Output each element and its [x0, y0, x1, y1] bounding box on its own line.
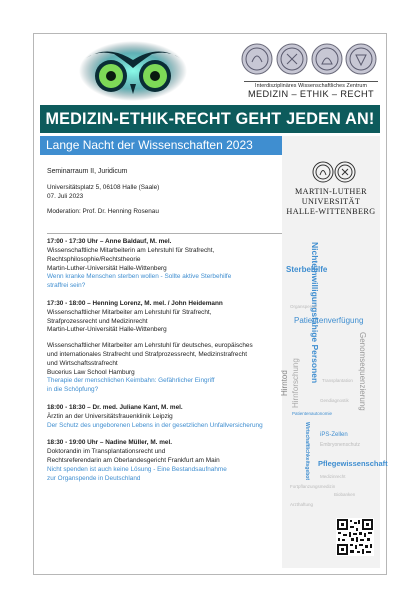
word-cloud-term: Embryonenschutz — [320, 442, 361, 448]
owl-logo-icon — [78, 40, 188, 102]
talk-4-line: Rechtsreferendarin am Oberlandesgericht Frankfurt am Main — [47, 456, 220, 464]
talk-1-topic: Wenn kranke Menschen sterben wollen - Sollte aktive Sterbehilfe — [47, 273, 232, 281]
word-cloud-term: Genomsequenzierung — [358, 332, 367, 411]
university-name — [282, 187, 380, 218]
word-cloud-term: Gendiagnostik — [320, 398, 349, 403]
university-line: UNIVERSITÄT — [301, 197, 361, 207]
main-banner: MEDIZIN-ETHIK-RECHT GEHT JEDEN AN! — [40, 105, 380, 133]
university-line: MARTIN-LUTHER — [294, 187, 368, 196]
word-cloud-term: Organspende — [290, 304, 318, 309]
venue-date: 07. Juli 2023 — [47, 192, 84, 200]
institute-name: MEDIZIN – ETHIK – RECHT — [247, 89, 375, 99]
talk-4-line: Doktorandin im Transplantationsrecht und — [47, 448, 166, 456]
talk-2-line: Wissenschaftlicher Mitarbeiter am Lehrstuhl für deutsches, europäisches — [47, 342, 253, 350]
talk-2-line: und internationales Strafrecht und Strafprozessrecht, Medizinstrafrecht — [47, 350, 247, 358]
word-cloud-term: Pflegewissenschaft — [318, 459, 388, 468]
talk-3-line: Ärztin an der Universitätsfrauenklinik Leipzig — [47, 412, 173, 420]
talk-1-line: Rechtsphilosophie/Rechtstheorie — [47, 255, 141, 263]
talk-2-topic: Therapie der menschlichen Keimbahn: Gefährlicher Eingriff — [47, 377, 215, 385]
talk-2-topic: in die Schöpfung? — [47, 386, 99, 394]
talk-2-line: und Wirtschaftsstrafrecht — [47, 359, 118, 367]
talk-1-line: Martin-Luther-Universität Halle-Wittenberg — [47, 264, 167, 272]
word-cloud-term: Sterbehilfe — [286, 265, 328, 274]
event-subtitle: Lange Nacht der Wissenschaften 2023 — [40, 136, 282, 155]
university-seal-icon — [311, 160, 357, 184]
word-cloud-term: Fortpflanzungsmedizin — [290, 484, 336, 489]
talk-1-header: 17:00 - 17:30 Uhr – Anne Baldauf, M. mel. — [47, 238, 172, 246]
venue-room: Seminarraum II, Juridicum — [47, 168, 128, 175]
talk-3-header: 18:00 - 18:30 – Dr. med. Juliane Kant, M. mel. — [47, 403, 183, 411]
talk-2-line: Martin-Luther-Universität Halle-Wittenberg — [47, 326, 167, 334]
venue-address: Universitätsplatz 5, 06108 Halle (Saale) — [47, 183, 160, 191]
talk-1-topic: straffrei sein? — [47, 282, 86, 290]
talk-3-topic: Der Schutz des ungeborenen Lebens in der gesetzlichen Unfallversicherung — [47, 421, 263, 429]
talk-2-header: 17:30 - 18:00 – Henning Lorenz, M. mel. / John Heidemann — [47, 299, 223, 307]
word-cloud-term: Nichteinwilligungsfähige Personen — [310, 242, 320, 384]
word-cloud — [280, 242, 388, 515]
program-content — [47, 168, 282, 483]
institute-line: Interdisziplinäres Wissenschaftliches Zentrum — [244, 81, 378, 89]
talk-4-topic: Nicht spenden ist auch keine Lösung - Eine Bestandsaufnahme — [47, 465, 227, 473]
word-cloud-term: Patientenverfügung — [294, 316, 364, 325]
talk-4-header: 18:30 - 19:00 Uhr – Nadine Müller, M. mel. — [47, 439, 173, 447]
talk-2-line: Strafprozessrecht und Medizinrecht — [47, 317, 148, 325]
word-cloud-term: Patientenautonomie — [292, 411, 333, 416]
word-cloud-term: Arzthaftung — [290, 502, 314, 507]
talk-1-line: Wissenschaftliche Mitarbeiterin am Lehrstuhl für Strafrecht, — [47, 246, 215, 254]
talk-2-line: Wissenschaftlicher Mitarbeiter am Lehrstuhl für Strafrecht, — [47, 308, 212, 316]
talk-4-topic: zur Organspende in Deutschland — [47, 474, 141, 482]
moderation: Moderation: Prof. Dr. Henning Rosenau — [47, 208, 159, 216]
institute-seals-icon — [240, 40, 378, 78]
university-line: HALLE-WITTENBERG — [286, 207, 376, 217]
word-cloud-term: Medizinrecht — [320, 474, 346, 479]
word-cloud-term: Biobanken — [334, 492, 356, 497]
qr-code-icon — [336, 518, 374, 556]
word-cloud-term: Hirntod — [280, 370, 289, 396]
word-cloud-term: Hirnforschung — [291, 358, 300, 408]
word-cloud-term: Transplantation — [322, 378, 353, 383]
word-cloud-term: iPS-Zellen — [320, 432, 348, 438]
word-cloud-term: Wirtschaftlichkeitsgebot — [304, 422, 310, 481]
section-divider — [47, 233, 282, 234]
talk-2-line: Bucerius Law School Hamburg — [47, 368, 135, 376]
